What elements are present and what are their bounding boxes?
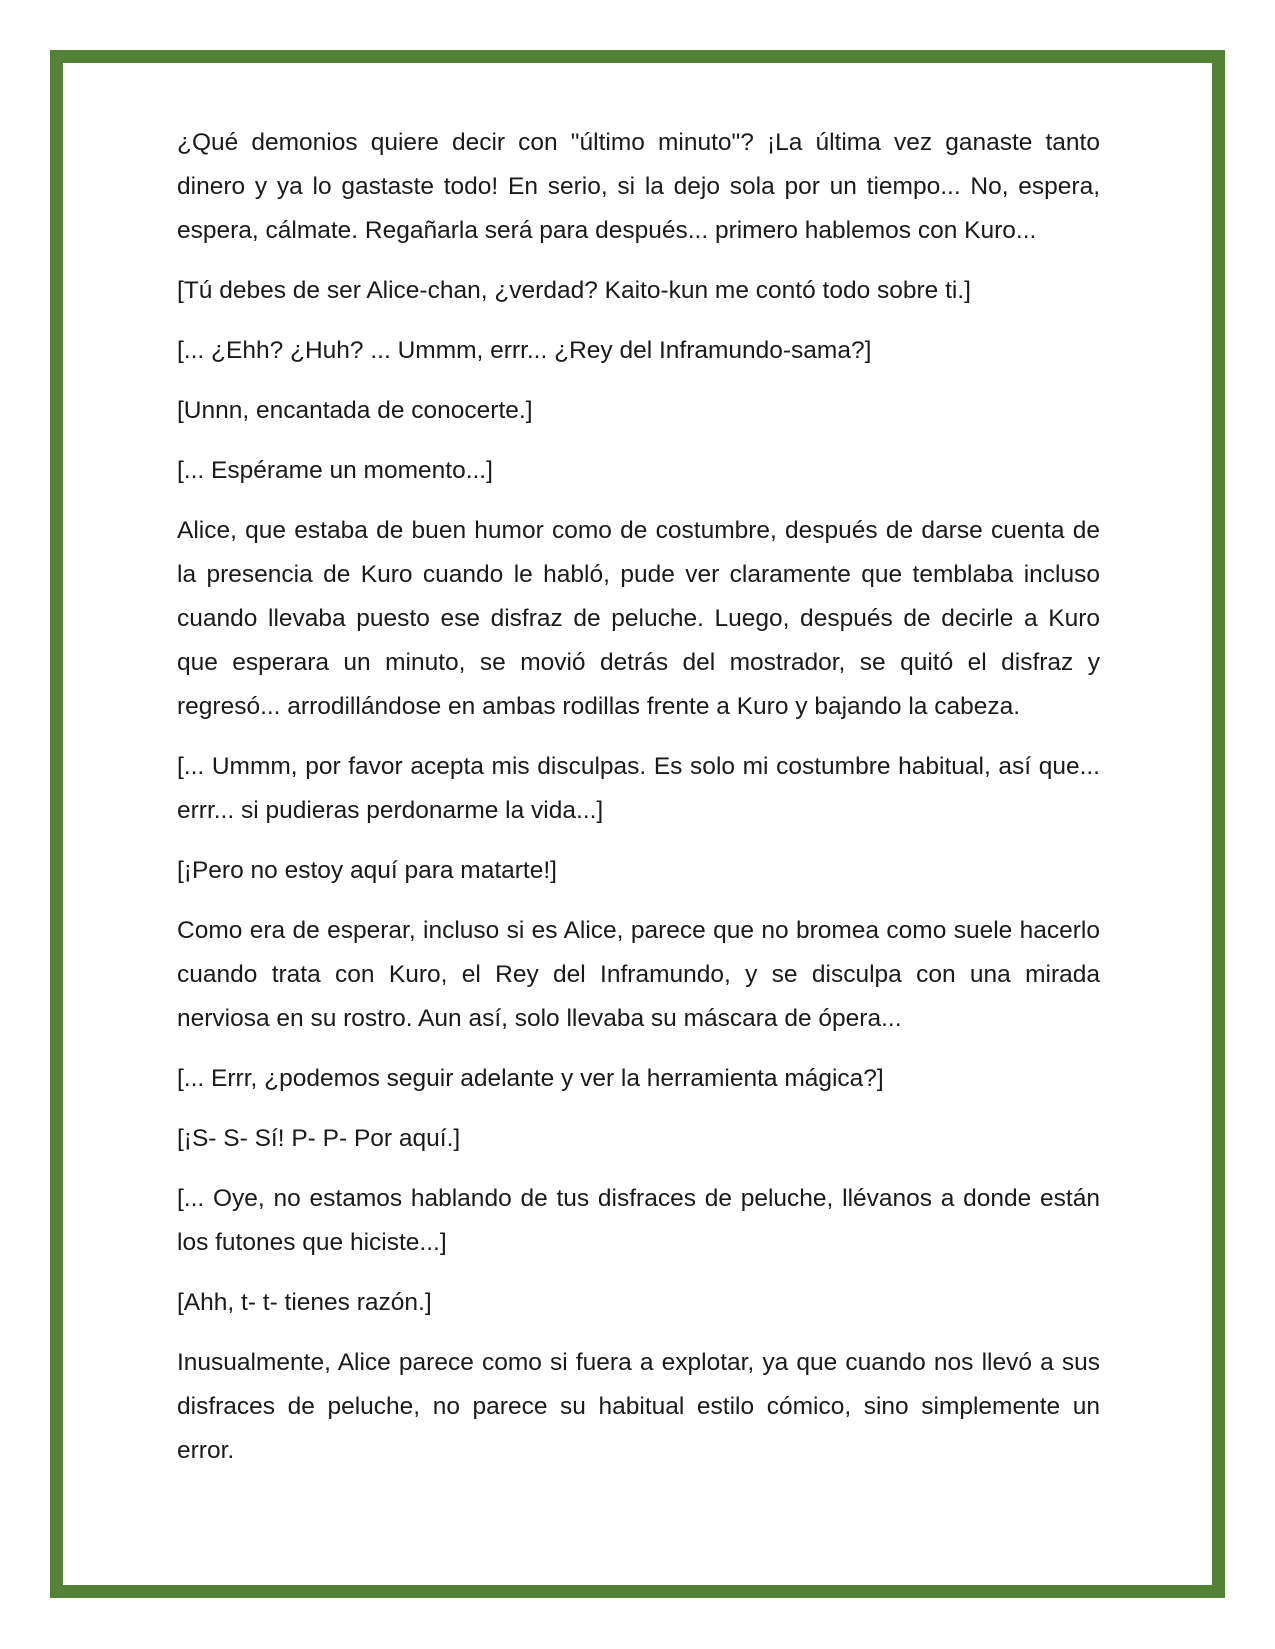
paragraph: Inusualmente, Alice parece como si fuera a explotar, ya que cuando nos llevó a sus disfraces de peluche, no parece su habitual estilo cómico, sino simplemente un error. bbox=[177, 1349, 1100, 1464]
dialogue-line: [Tú debes de ser Alice-chan, ¿verdad? Kaito-kun me contó todo sobre ti.] bbox=[177, 277, 971, 304]
dialogue-line: [... Ummm, por favor acepta mis disculpas. Es solo mi costumbre habitual, así que... errr... si pudieras perdonarme la vida...] bbox=[177, 753, 1100, 824]
dialogue-line: [... ¿Ehh? ¿Huh? ... Ummm, errr... ¿Rey del Inframundo-sama?] bbox=[177, 337, 872, 364]
dialogue-line: [... Errr, ¿podemos seguir adelante y ver la herramienta mágica?] bbox=[177, 1065, 884, 1092]
dialogue-line: [... Oye, no estamos hablando de tus disfraces de peluche, llévanos a donde están los futones que hiciste...] bbox=[177, 1185, 1100, 1256]
paragraph: ¿Qué demonios quiere decir con "último minuto"? ¡La última vez ganaste tanto dinero y ya lo gastaste todo! En serio, si la dejo sola por un tiempo... No, espera, espera, cálmate. Regañarla será para después... primero hablemos con Kuro... bbox=[177, 129, 1100, 244]
dialogue-line: [Unnn, encantada de conocerte.] bbox=[177, 397, 533, 424]
document-body bbox=[177, 121, 1100, 1489]
dialogue-line: [Ahh, t- t- tienes razón.] bbox=[177, 1289, 432, 1316]
paragraph: Como era de esperar, incluso si es Alice, parece que no bromea como suele hacerlo cuando trata con Kuro, el Rey del Inframundo, y se disculpa con una mirada nerviosa en su rostro. Aun así, solo llevaba su máscara de ópera... bbox=[177, 917, 1100, 1032]
dialogue-line: [¡S- S- Sí! P- P- Por aquí.] bbox=[177, 1125, 461, 1152]
paragraph: Alice, que estaba de buen humor como de costumbre, después de darse cuenta de la presencia de Kuro cuando le habló, pude ver claramente que temblaba incluso cuando llevaba puesto ese disfraz de peluche. Luego, después de decirle a Kuro que esperara un minuto, se movió detrás del mostrador, se quitó el disfraz y regresó... arrodillándose en ambas rodillas frente a Kuro y bajando la cabeza. bbox=[177, 517, 1100, 720]
dialogue-line: [... Espérame un momento...] bbox=[177, 457, 493, 484]
dialogue-line: [¡Pero no estoy aquí para matarte!] bbox=[177, 857, 557, 884]
